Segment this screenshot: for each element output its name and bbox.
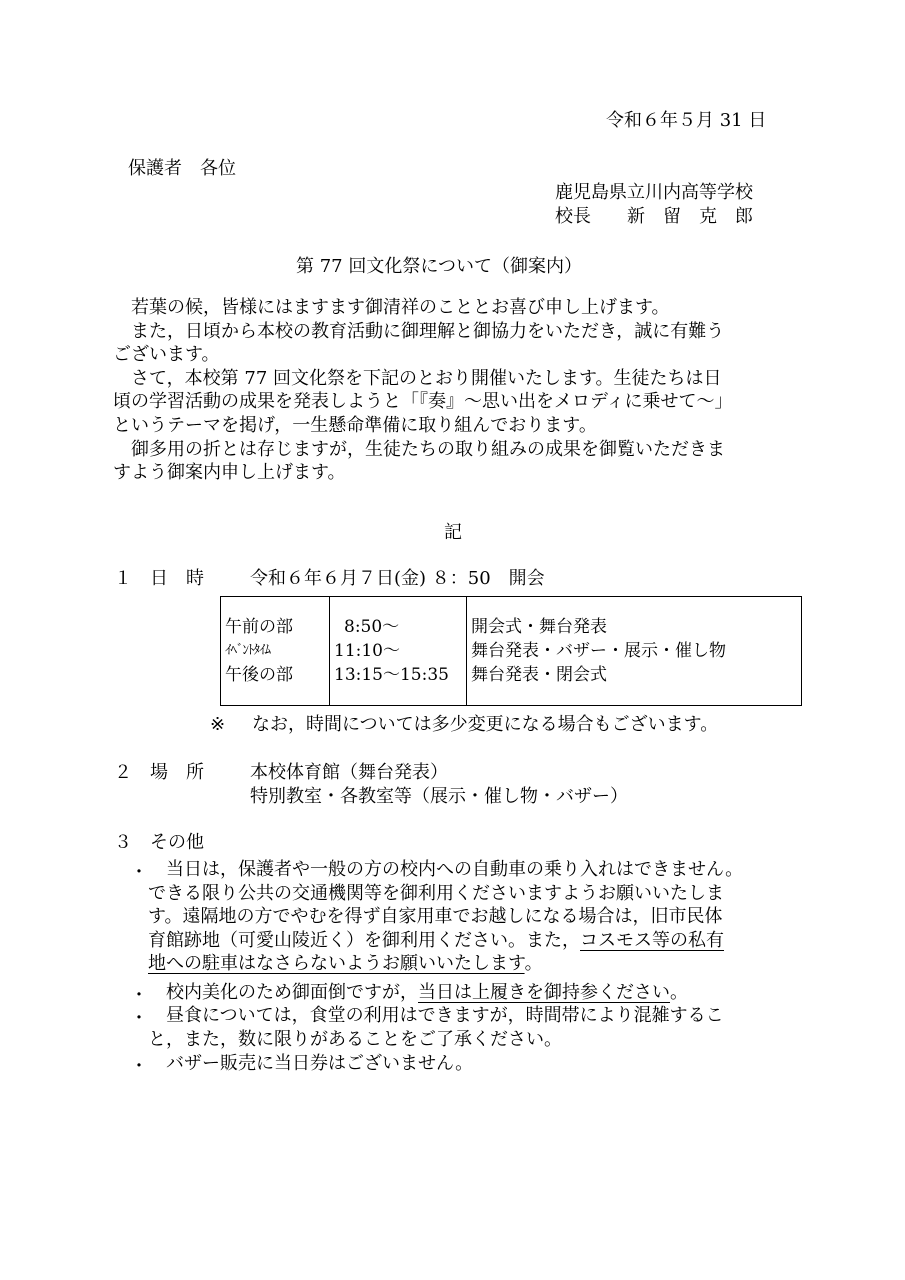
- venue-line: 特別教室・各教室等（展示・催し物・バザー）: [250, 786, 628, 807]
- schedule-part: 午前の部: [225, 617, 293, 637]
- body-line: というテーマを掲げ，一生懸命準備に取り組んでおります。: [113, 414, 597, 436]
- document-date: 令和６年５月 31 日: [606, 110, 767, 131]
- note-line: 地への駐車はなさらないようお願いいたします。: [148, 953, 543, 975]
- document-title: 第 77 回文化祭について（御案内）: [296, 256, 582, 277]
- schedule-parts: [221, 597, 330, 706]
- underlined-text: 地への駐車はなさらないようお願いいたします: [148, 953, 525, 975]
- schedule-note: なお，時間については多少変更になる場合もございます。: [252, 714, 719, 735]
- note-line: す。遠隔地の方でやむを得ず自家用車でお越しになる場合は，旧市民体: [148, 906, 723, 928]
- section3-number: ３: [114, 832, 132, 853]
- schedule-time: 8:50～: [344, 617, 400, 637]
- schedule-content: 開会式・舞台発表: [471, 617, 607, 637]
- body-line: 御多用の折とは存じますが，生徒たちの取り組みの成果を御覧いただきま: [131, 438, 725, 460]
- body-line: すよう御案内申し上げます。: [113, 462, 346, 484]
- body-line: さて，本校第 77 回文化祭を下記のとおり開催いたします。生徒たちは日: [131, 367, 722, 389]
- section2-number: ２: [114, 762, 132, 783]
- body-line: 若葉の候，皆様にはますます御清祥のこととお喜び申し上げます。: [131, 297, 670, 318]
- schedule-time: 11:10～: [334, 641, 400, 661]
- schedule-times: [330, 597, 467, 706]
- bullet-mark: ・: [130, 1056, 148, 1077]
- body-line: 頃の学習活動の成果を発表しようと「『奏』～思い出をメロディに乗せて～」: [113, 391, 733, 413]
- schedule-content: 舞台発表・閉会式: [471, 665, 607, 685]
- section2-label: 場 所: [150, 762, 204, 783]
- note-line: と，また，数に限りがあることをご了承ください。: [148, 1028, 562, 1050]
- underlined-text: コスモス等の私有: [580, 929, 724, 951]
- note-item-bazaar: [148, 1052, 826, 1076]
- schedule-table: [220, 596, 802, 706]
- schedule-part: ｲﾍﾞﾝﾄﾀｲﾑ: [225, 643, 270, 658]
- school-name: 鹿児島県立川内高等学校: [555, 182, 753, 203]
- note-line: 昼食については，食堂の利用はできますが，時間帯により混雑するこ: [166, 1005, 724, 1026]
- body-line: また，日頃から本校の教育活動に御理解と御協力をいただき，誠に有難う: [131, 320, 725, 342]
- bullet-mark: ・: [130, 862, 148, 883]
- note-item-parking: [148, 858, 808, 976]
- section1-label: 日 時: [150, 568, 204, 589]
- ki-heading: 記: [444, 522, 462, 543]
- note-line: 校内美化のため御面倒ですが，当日は上履きを御持参ください。: [166, 982, 688, 1003]
- schedule-time: 13:15～15:35: [334, 665, 449, 685]
- recipient: 保護者 各位: [128, 158, 236, 179]
- note-item-lunch: [148, 1004, 808, 1051]
- venue-line: 本校体育館（舞台発表）: [250, 762, 448, 783]
- bullet-mark: ・: [130, 985, 148, 1006]
- schedule-contents: [467, 597, 802, 706]
- section1-datetime: 令和６年６月７日(金) ８：50 開会: [250, 568, 545, 589]
- note-line: 当日は，保護者や一般の方の校内への自動車の乗り入れはできません。: [166, 859, 744, 880]
- schedule-content: 舞台発表・バザー・展示・催し物: [471, 641, 726, 661]
- principal-name: 校長 新 留 克 郎: [555, 206, 753, 227]
- schedule-part: 午後の部: [225, 665, 293, 685]
- note-mark: ※: [210, 714, 226, 735]
- section3-label: その他: [150, 832, 204, 853]
- body-line: ございます。: [113, 344, 220, 366]
- underlined-text: 当日は上履きを御持参ください: [418, 982, 670, 1003]
- bullet-mark: ・: [130, 1008, 148, 1029]
- section1-number: １: [114, 568, 132, 589]
- note-line: できる限り公共の交通機関等を御利用くださいますようお願いいたしま: [148, 882, 724, 904]
- note-line: 育館跡地（可愛山陵近く）を御利用ください。また，コスモス等の私有: [148, 929, 724, 951]
- note-item-shoes: [148, 981, 826, 1005]
- note-line: バザー販売に当日券はございません。: [166, 1053, 474, 1074]
- body-text: [113, 296, 803, 485]
